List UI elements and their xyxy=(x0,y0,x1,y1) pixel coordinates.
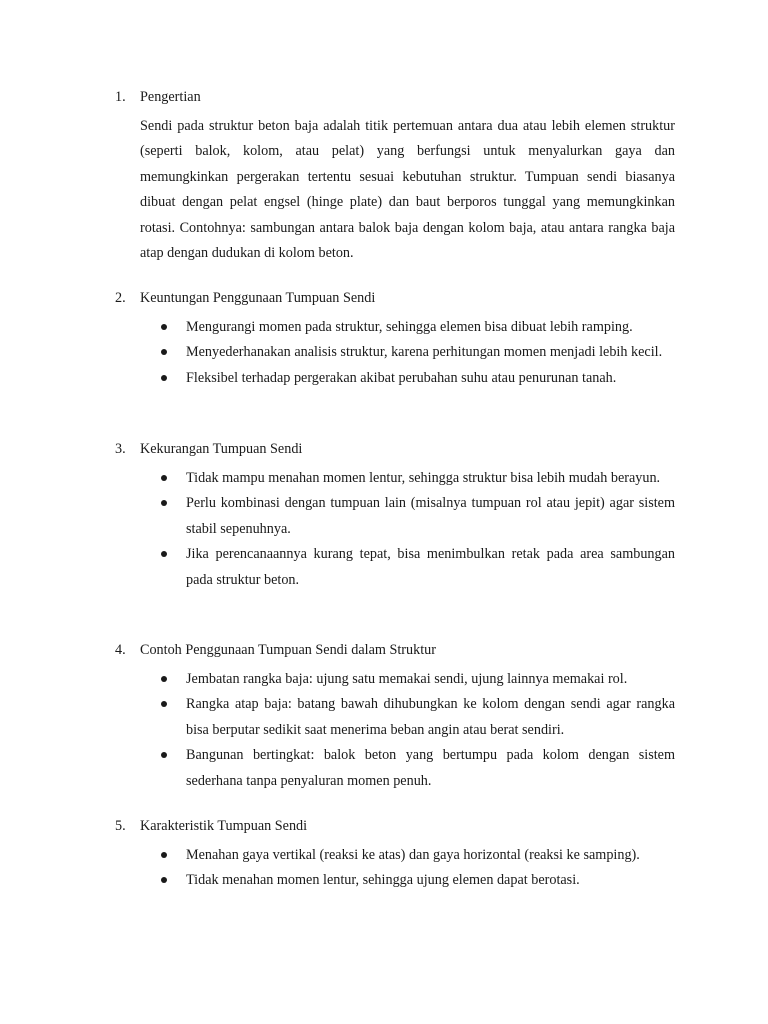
list-item xyxy=(186,366,675,391)
section-heading xyxy=(115,642,675,667)
bullet-icon xyxy=(161,877,167,883)
list-item-text: Fleksibel terhadap pergerakan akibat perubahan suhu atau penurunan tanah. xyxy=(186,369,617,386)
list-item-text: Bangunan bertingkat: balok beton yang bertumpu pada kolom dengan sistem sederhana tanpa penyaluran momen penuh. xyxy=(186,747,675,789)
list-item xyxy=(186,542,675,593)
bullet-list xyxy=(115,667,675,794)
list-item xyxy=(186,315,675,340)
list-item-text: Perlu kombinasi dengan tumpuan lain (misalnya tumpuan rol atau jepit) agar sistem stabil sepenuhnya. xyxy=(186,495,675,537)
list-item xyxy=(186,491,675,542)
section-pengertian xyxy=(115,89,675,266)
section-number: 1. xyxy=(115,89,126,105)
bullet-icon xyxy=(161,676,167,682)
bullet-list xyxy=(115,315,675,391)
bullet-icon xyxy=(161,500,167,506)
bullet-icon xyxy=(161,475,167,481)
list-item xyxy=(186,868,675,893)
section-title: Keuntungan Penggunaan Tumpuan Sendi xyxy=(140,290,376,306)
list-item xyxy=(186,692,675,743)
section-number: 5. xyxy=(115,818,126,834)
list-item-text: Jika perencanaannya kurang tepat, bisa menimbulkan retak pada area sambungan pada struktur beton. xyxy=(186,546,675,588)
bullet-icon xyxy=(161,324,167,330)
section-title: Contoh Penggunaan Tumpuan Sendi dalam Struktur xyxy=(140,642,436,658)
bullet-icon xyxy=(161,375,167,381)
list-item-text: Jembatan rangka baja: ujung satu memakai sendi, ujung lainnya memakai rol. xyxy=(186,671,628,687)
section-heading xyxy=(115,818,675,843)
section-keuntungan xyxy=(115,290,675,391)
section-title: Karakteristik Tumpuan Sendi xyxy=(140,818,308,834)
list-item-text: Tidak mampu menahan momen lentur, sehingga struktur bisa lebih mudah berayun. xyxy=(186,470,661,486)
section-number: 3. xyxy=(115,441,126,457)
list-item-text: Mengurangi momen pada struktur, sehingga elemen bisa dibuat lebih ramping. xyxy=(186,319,633,335)
section-title: Kekurangan Tumpuan Sendi xyxy=(140,441,303,457)
list-item xyxy=(186,466,675,491)
section-paragraph: Sendi pada struktur beton baja adalah titik pertemuan antara dua atau lebih elemen struktur (seperti balok, kolom, atau pelat) yang berfungsi untuk menyalurkan gaya dan memungkinkan pergerakan tertentu sesuai kebutuhan struktur. Tumpuan sendi biasanya dibuat dengan pelat engsel (hinge plate) dan baut berporos tunggal yang memungkinkan rotasi. Contohnya: sambungan antara balok baja dengan kolom baja, atau antara rangka baja atap dengan dudukan di kolom beton. xyxy=(140,118,675,262)
section-kekurangan xyxy=(115,441,675,593)
bullet-icon xyxy=(161,551,167,557)
section-heading xyxy=(115,89,675,114)
bullet-icon xyxy=(161,752,167,758)
bullet-icon xyxy=(161,701,167,707)
section-title: Pengertian xyxy=(140,89,201,105)
bullet-icon xyxy=(161,852,167,858)
list-item xyxy=(186,743,675,794)
section-karakteristik xyxy=(115,818,675,894)
list-item-text: Menyederhanakan analisis struktur, karena perhitungan momen menjadi lebih kecil. xyxy=(186,344,663,361)
list-item-text: Rangka atap baja: batang bawah dihubungkan ke kolom dengan sendi agar rangka bisa berputar sedikit saat menerima beban angin atau berat sendiri. xyxy=(186,696,675,738)
list-item-text: Tidak menahan momen lentur, sehingga ujung elemen dapat berotasi. xyxy=(186,872,580,889)
list-item xyxy=(186,667,675,692)
section-heading xyxy=(115,290,675,315)
section-heading xyxy=(115,441,675,466)
section-number: 2. xyxy=(115,290,126,306)
bullet-list xyxy=(115,843,675,894)
list-item xyxy=(186,843,675,868)
section-contoh xyxy=(115,642,675,794)
bullet-list xyxy=(115,466,675,593)
section-number: 4. xyxy=(115,642,126,658)
list-item xyxy=(186,340,675,365)
bullet-icon xyxy=(161,349,167,355)
list-item-text: Menahan gaya vertikal (reaksi ke atas) dan gaya horizontal (reaksi ke samping). xyxy=(186,847,640,863)
